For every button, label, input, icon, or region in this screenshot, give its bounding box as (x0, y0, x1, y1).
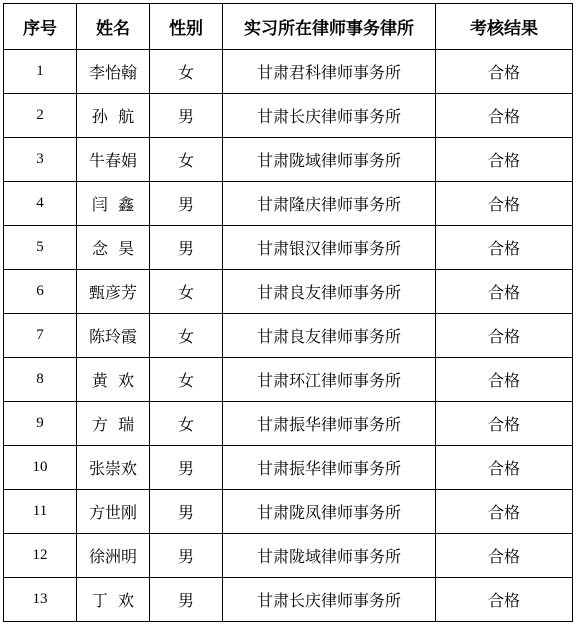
cell-law-firm: 甘肃良友律师事务所 (223, 314, 436, 358)
cell-serial-number: 9 (4, 402, 77, 446)
header-assessment-result: 考核结果 (436, 4, 573, 50)
cell-gender: 女 (150, 138, 223, 182)
cell-law-firm: 甘肃隆庆律师事务所 (223, 182, 436, 226)
header-row (4, 4, 573, 50)
cell-law-firm: 甘肃振华律师事务所 (223, 402, 436, 446)
cell-gender: 女 (150, 50, 223, 94)
cell-serial-number: 5 (4, 226, 77, 270)
cell-gender: 男 (150, 226, 223, 270)
table-row (4, 358, 573, 402)
table-header (4, 4, 573, 50)
cell-name: 念 昊 (77, 226, 150, 270)
table-row (4, 270, 573, 314)
cell-gender: 女 (150, 402, 223, 446)
cell-assessment-result: 合格 (436, 534, 573, 578)
cell-serial-number: 12 (4, 534, 77, 578)
cell-gender: 男 (150, 490, 223, 534)
cell-assessment-result: 合格 (436, 270, 573, 314)
cell-gender: 男 (150, 534, 223, 578)
cell-law-firm: 甘肃陇域律师事务所 (223, 534, 436, 578)
cell-serial-number: 11 (4, 490, 77, 534)
cell-gender: 男 (150, 578, 223, 622)
cell-serial-number: 2 (4, 94, 77, 138)
cell-name: 黄 欢 (77, 358, 150, 402)
cell-gender: 男 (150, 94, 223, 138)
cell-law-firm: 甘肃振华律师事务所 (223, 446, 436, 490)
cell-gender: 男 (150, 182, 223, 226)
cell-assessment-result: 合格 (436, 50, 573, 94)
table-row (4, 138, 573, 182)
header-law-firm: 实习所在律师事务律所 (223, 4, 436, 50)
table-row (4, 402, 573, 446)
cell-law-firm: 甘肃环江律师事务所 (223, 358, 436, 402)
table-row (4, 578, 573, 622)
table-row (4, 50, 573, 94)
table-row (4, 534, 573, 578)
cell-name: 孙 航 (77, 94, 150, 138)
table-row (4, 490, 573, 534)
cell-law-firm: 甘肃陇域律师事务所 (223, 138, 436, 182)
cell-law-firm: 甘肃长庆律师事务所 (223, 578, 436, 622)
table-row (4, 314, 573, 358)
cell-name: 甄彦芳 (77, 270, 150, 314)
cell-assessment-result: 合格 (436, 226, 573, 270)
cell-name: 方 瑞 (77, 402, 150, 446)
cell-serial-number: 10 (4, 446, 77, 490)
cell-name: 牛春娟 (77, 138, 150, 182)
cell-assessment-result: 合格 (436, 182, 573, 226)
cell-assessment-result: 合格 (436, 446, 573, 490)
table-row (4, 446, 573, 490)
cell-serial-number: 1 (4, 50, 77, 94)
cell-name: 方世刚 (77, 490, 150, 534)
cell-serial-number: 7 (4, 314, 77, 358)
cell-serial-number: 8 (4, 358, 77, 402)
cell-law-firm: 甘肃银汉律师事务所 (223, 226, 436, 270)
cell-assessment-result: 合格 (436, 138, 573, 182)
table-body (4, 50, 573, 622)
table-row (4, 182, 573, 226)
header-gender: 性别 (150, 4, 223, 50)
cell-assessment-result: 合格 (436, 578, 573, 622)
cell-serial-number: 6 (4, 270, 77, 314)
cell-assessment-result: 合格 (436, 490, 573, 534)
cell-name: 李怡翰 (77, 50, 150, 94)
cell-serial-number: 4 (4, 182, 77, 226)
cell-assessment-result: 合格 (436, 314, 573, 358)
cell-serial-number: 3 (4, 138, 77, 182)
table-row (4, 94, 573, 138)
cell-name: 陈玲霞 (77, 314, 150, 358)
cell-law-firm: 甘肃君科律师事务所 (223, 50, 436, 94)
cell-name: 张崇欢 (77, 446, 150, 490)
cell-assessment-result: 合格 (436, 358, 573, 402)
cell-law-firm: 甘肃陇凤律师事务所 (223, 490, 436, 534)
table-row (4, 226, 573, 270)
assessment-results-table (3, 3, 573, 622)
header-name: 姓名 (77, 4, 150, 50)
cell-gender: 男 (150, 446, 223, 490)
cell-name: 徐洲明 (77, 534, 150, 578)
cell-gender: 女 (150, 270, 223, 314)
cell-name: 丁 欢 (77, 578, 150, 622)
cell-assessment-result: 合格 (436, 94, 573, 138)
cell-gender: 女 (150, 358, 223, 402)
cell-law-firm: 甘肃长庆律师事务所 (223, 94, 436, 138)
cell-gender: 女 (150, 314, 223, 358)
cell-serial-number: 13 (4, 578, 77, 622)
cell-law-firm: 甘肃良友律师事务所 (223, 270, 436, 314)
cell-name: 闫 鑫 (77, 182, 150, 226)
header-serial-number: 序号 (4, 4, 77, 50)
cell-assessment-result: 合格 (436, 402, 573, 446)
